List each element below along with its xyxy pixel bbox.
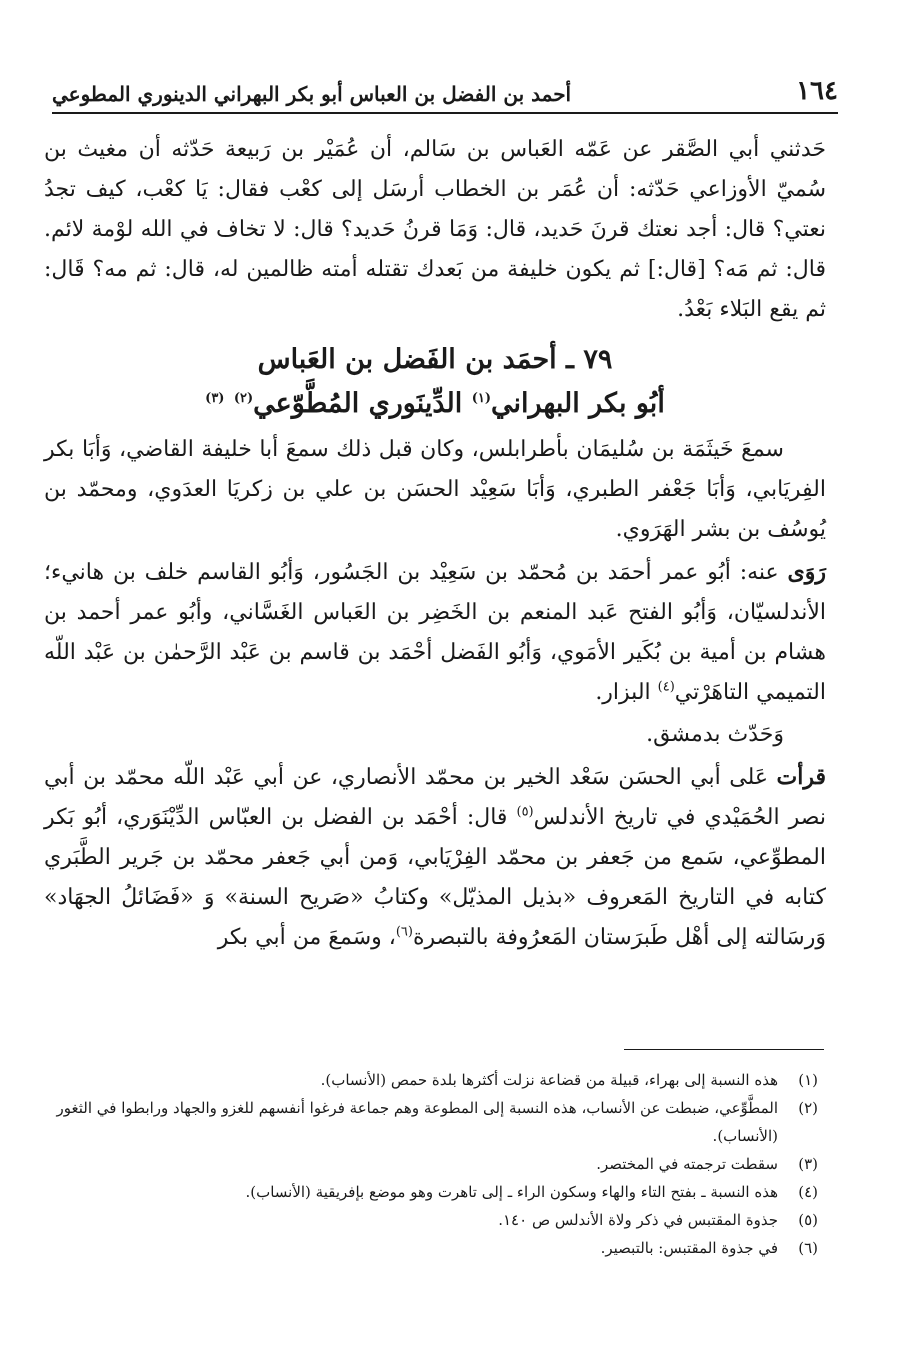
footnote-item	[44, 1066, 818, 1094]
entry-heading	[44, 338, 826, 426]
footnote-ref-6: (٦)	[395, 924, 413, 940]
footnote-text: سقطت ترجمته في المختصر.	[596, 1155, 778, 1173]
page-header	[52, 66, 838, 114]
qara-text-b: قال: أحْمَد بن الفضل بن العبّاس الدِّيْنَوَري، أبُو بَكر المطوِّعي، سَمع من جَعفر بن محمّد الفِرْيَابي، وَمن أبي جَعفر محمّد بن جَرير الطَّبَري كتابه في التاريخ المَعروف «بذيل المذيّل» وكتابُ «صَريح السنة» وَ «فَضَائلُ الجهَاد» وَرسَالته إلى أهْل طَبرَستان المَعرُوفة بالتبصرة	[44, 805, 826, 950]
footnote-number: (٣)	[798, 1155, 818, 1173]
entry-title-nisba: الدِّينَوري المُطَّوّعي	[253, 388, 463, 419]
entry-title-kunya: أبُو بكر البهراني	[491, 388, 665, 419]
paragraph-students	[44, 552, 826, 713]
students-text: عنه: أبُو عمر أحمَد بن مُحمّد بن سَعِيْد بن الجَسُور، وَأبُو القاسم خلف بن هانيء؛ الأندلسيّان، وَأبُو الفتح عَبد المنعم بن الخَضِر بن العَباس الغَسَّاني، وأبُو عمر أحمد بن هشام بن أمية بن بُكَير الأمَوي، وَأبُو الفَضل أحْمَد بن قاسم بن عَبْد الرَّحمٰن بن عَبْد اللّه التميمي التاهَرْتي	[44, 560, 826, 705]
footnote-text: هذه النسبة إلى بهراء، قبيلة من قضاعة نزلت أكثرها بلدة حمص (الأنساب).	[320, 1071, 778, 1089]
footnote-ref-5: (٥)	[516, 804, 534, 820]
paragraph-teachers: سمعَ خَيثَمَة بن سُليمَان بأطرابلس، وكان قبل ذلك سمعَ أبا خليفة القاضي، وَأبَا بكر الفِريَابي، وَأبَا جَعْفر الطبري، وَأبَا سَعِيْد الحسَن بن علي بن زكريَا العدَوي، ومحمّد بن يُوسُف بن بشر الهَرَوي.	[44, 437, 826, 542]
footnote-item	[44, 1094, 818, 1150]
footnote-text: هذه النسبة ـ بفتح التاء والهاء وسكون الراء ـ إلى تاهرت وهو موضع بإفريقية (الأنساب).	[245, 1183, 778, 1201]
footnote-item	[44, 1206, 818, 1234]
footnote-number: (١)	[798, 1071, 818, 1089]
lead-word-rawa: رَوَى	[787, 559, 826, 585]
main-text	[44, 130, 826, 960]
footnote-ref-1: (١)	[471, 391, 491, 406]
paragraph-haddath: وَحَدّث بدمشق.	[646, 722, 784, 747]
running-title: أحمد بن الفضل بن العباس أبو بكر البهراني الدينوري المطوعي	[52, 82, 572, 106]
entry-title-line2	[44, 382, 826, 426]
footnote-text: جذوة المقتبس في ذكر ولاة الأندلس ص ١٤٠.	[498, 1211, 778, 1229]
footnote-item	[44, 1234, 818, 1262]
footnote-item	[44, 1150, 818, 1178]
footnote-number: (٢)	[798, 1099, 818, 1117]
footnote-text: في جذوة المقتبس: بالتبصير.	[600, 1239, 778, 1257]
footnote-ref-2: (٢)	[233, 391, 254, 406]
footnote-number: (٦)	[798, 1239, 818, 1257]
footnote-text: المطَّوِّعي، ضبطت عن الأنساب، هذه النسبة إلى المطوعة وهم جماعة فرغوا أنفسهم للغزو والجهاد ورابطوا في الثغور (الأنساب).	[56, 1099, 778, 1145]
entry-title-line1: ٧٩ ـ أحمَد بن الفَضل بن العَباس	[257, 344, 613, 375]
footnote-ref-3: (٣)	[205, 391, 225, 406]
lead-word-qara: قرأت	[776, 764, 826, 790]
paragraph-hadith: حَدثني أبي الصَّقر عن عَمّه العَباس بن سَالم، أن عُمَيْر بن رَبيعة حَدّثه أن مغيث بن سُميّ الأوزاعي حَدّثه: أن عُمَر بن الخطاب أرسَل إلى كعْب فقال: يَا كعْب، كيف تجدُ نعتي؟ قال: أجد نعتك قرنَ حَديد، قال: وَمَا قرنُ حَديد؟ قال: لا تخاف في الله لوْمة لائم. قال: ثم مَه؟ [قال:] ثم يكون خليفة من بَعدك تقتله أمته ظالمين له، قال: ثم مه؟ قَال: ثم يقع البَلاء بَعْدُ.	[44, 137, 826, 322]
footnotes	[44, 1066, 818, 1262]
footnote-item	[44, 1178, 818, 1206]
page-number: ١٦٤	[796, 76, 838, 106]
qara-text-c: ، وسَمعَ من أبي بكر	[217, 925, 396, 950]
qara-text-a: عَلى أبي الحسَن سَعْد الخير بن محمّد الأنصاري، عن أبي عَبْد اللّه محمّد بن أبي نصر الحُمَيْدي في تاريخ الأندلس	[44, 765, 826, 830]
footnote-number: (٤)	[798, 1183, 818, 1201]
footnote-ref-4: (٤)	[657, 679, 675, 695]
students-text-end: البزار.	[595, 680, 658, 705]
paragraph-qara	[44, 757, 826, 958]
footnote-divider	[624, 1049, 824, 1050]
footnote-number: (٥)	[798, 1211, 818, 1229]
